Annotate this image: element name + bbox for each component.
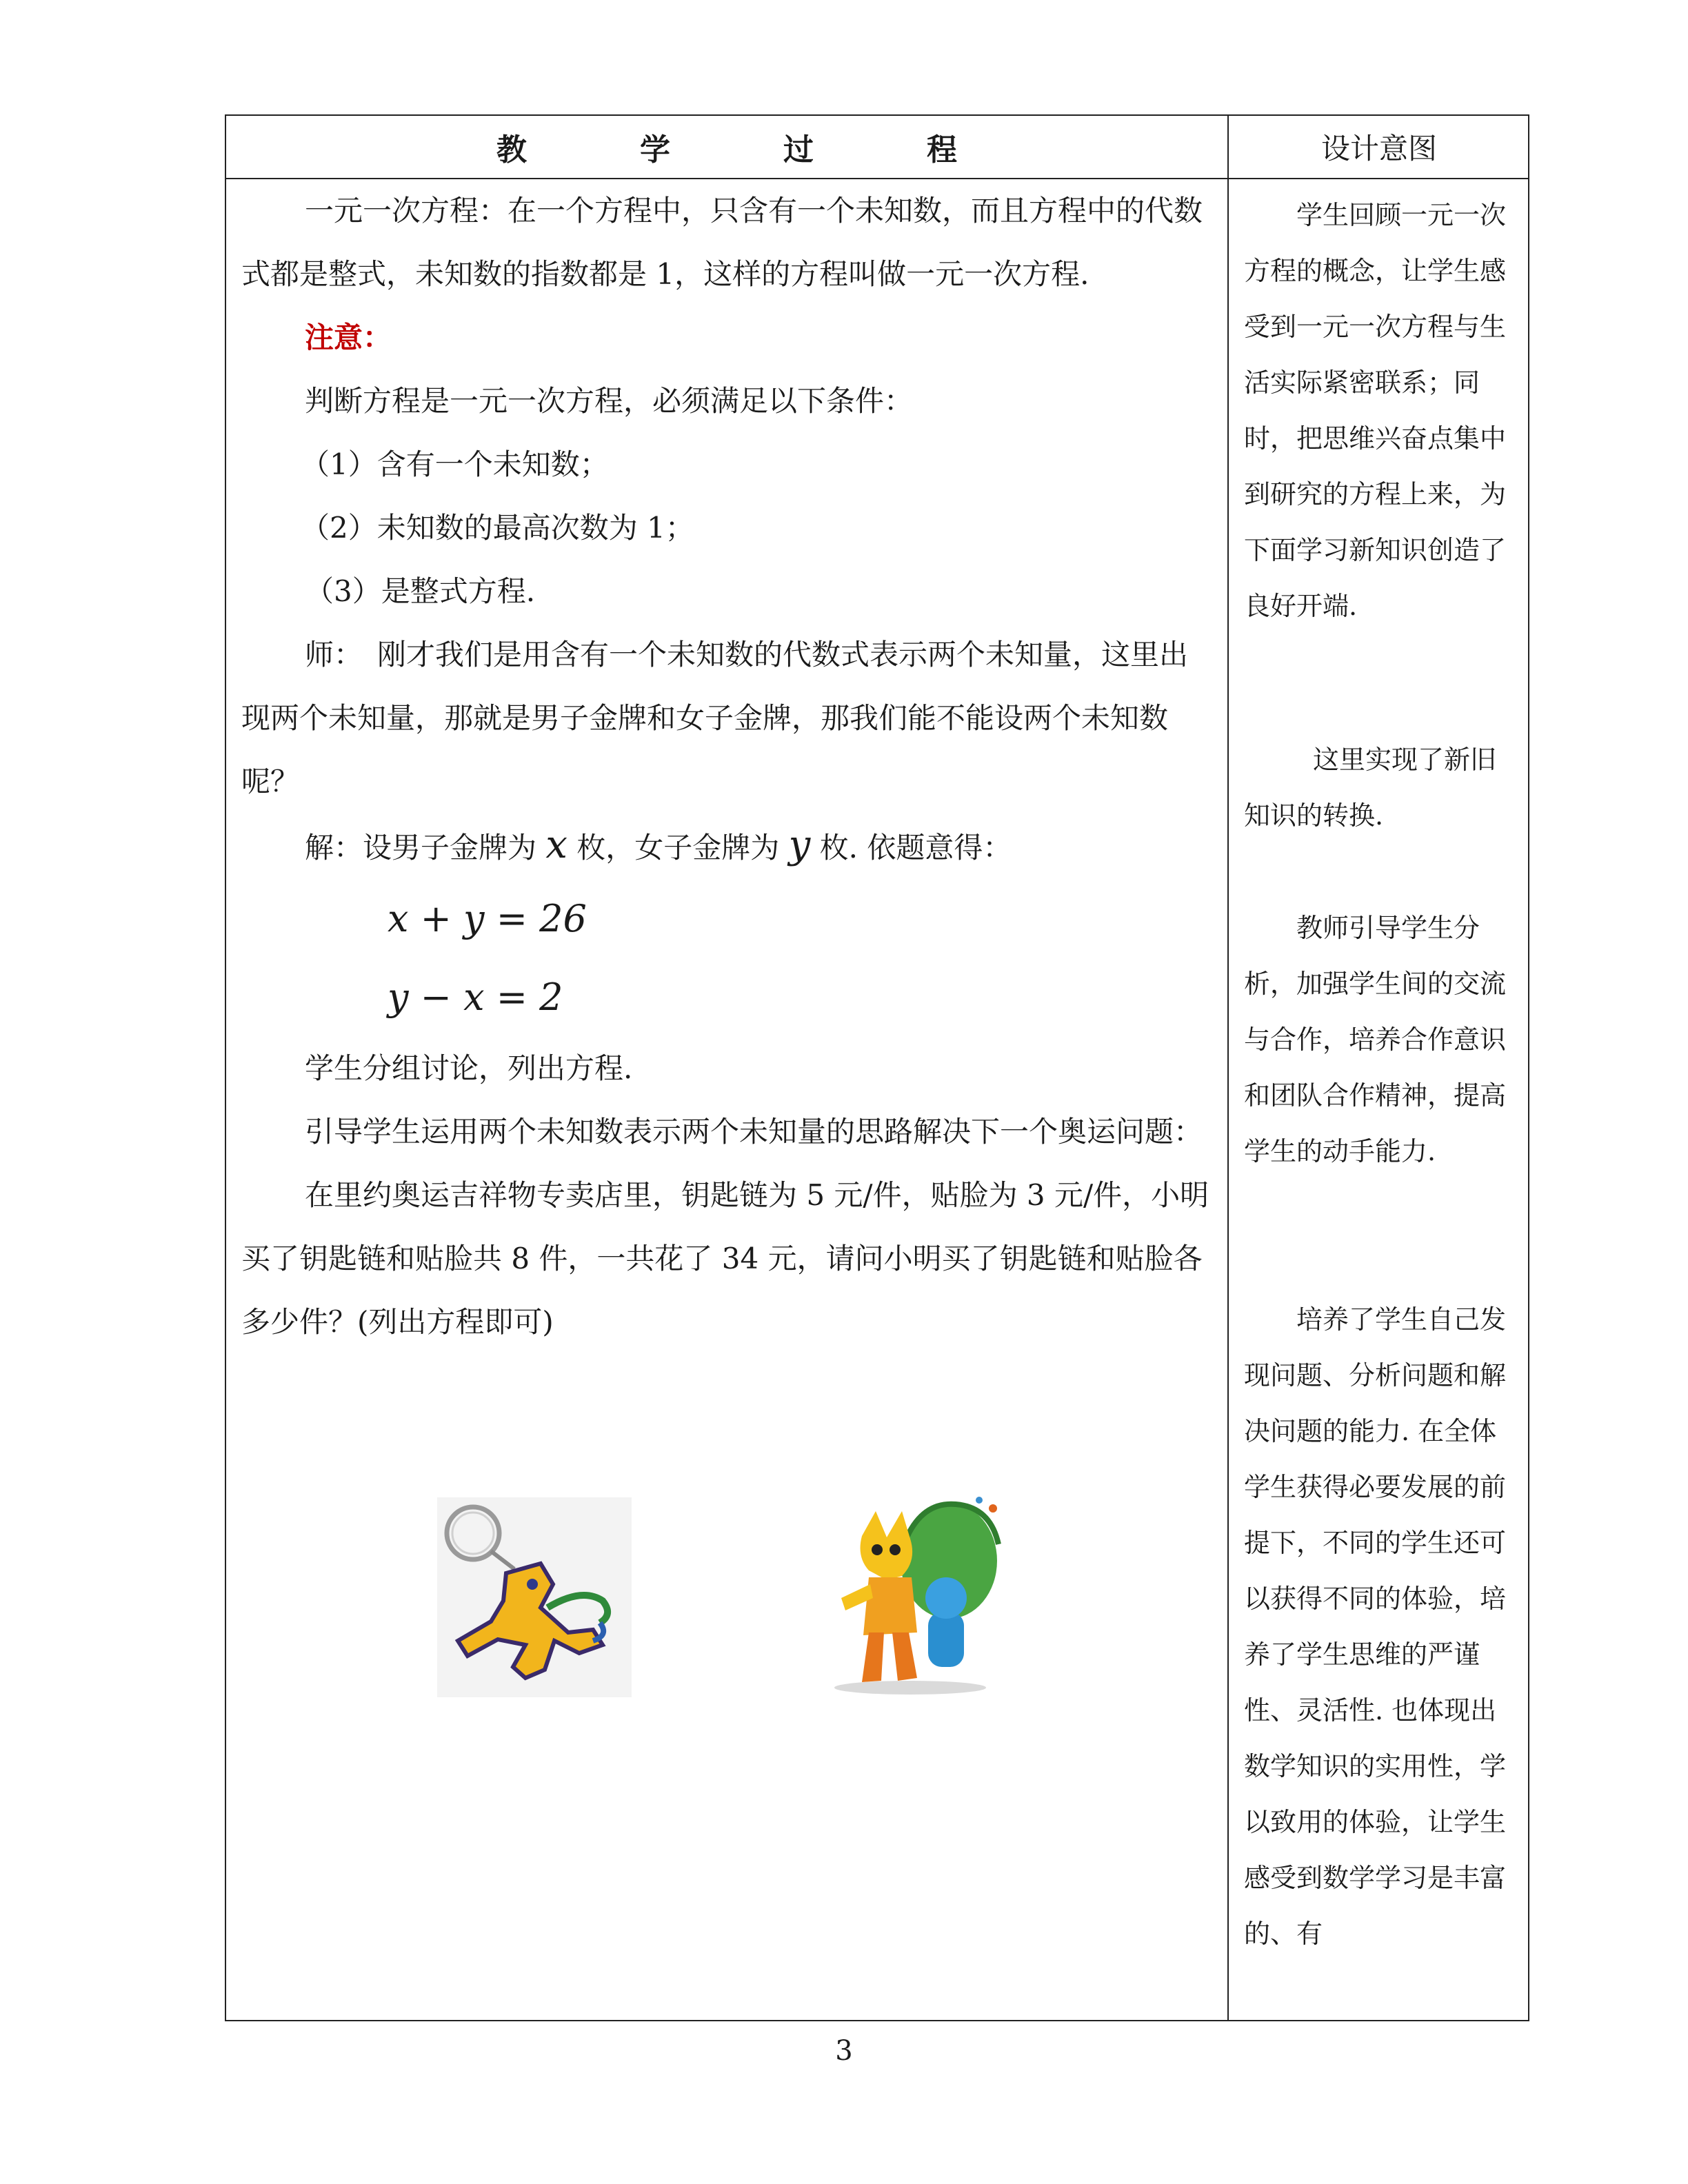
- page-number: 3: [835, 2035, 853, 2067]
- intent-note-3-text: 教师引导学生分析，加强学生间的交流与合作，培养合作意识和团队合作精神，提高学生的动手能力.: [1244, 913, 1507, 1166]
- header-design-intent: 设计意图: [1320, 132, 1437, 165]
- guide-paragraph: 引导学生运用两个未知数表示两个未知量的思路解决下一个奥运问题：: [305, 1115, 1203, 1149]
- variable-y: y: [788, 822, 811, 867]
- problem-paragraph: 在里约奥运吉祥物专卖店里，钥匙链为 5 元/件，贴脸为 3 元/件，小明买了钥匙链和贴脸共 8 件，一共花了 34 元，请问小明买了钥匙链和贴脸各多少件？(列出方程即可): [241, 1178, 1209, 1339]
- intent-note-4-text: 培养了学生自己发现问题、分析问题和解决问题的能力. 在全体学生获得必要发展的前提下，不同的学生还可以获得不同的体验，培养了学生思维的严谨性、灵活性. 也体现出数学知识的实用性，学以致用的体验，让学生感受到数学学习是丰富的、有: [1244, 1304, 1507, 1949]
- header-teaching-process: 教 学 过 程: [496, 132, 998, 168]
- condition-intro: 判断方程是一元一次方程，必须满足以下条件：: [305, 384, 914, 418]
- condition-3: （3）是整式方程.: [305, 574, 536, 608]
- intent-note-2: [1244, 732, 1514, 844]
- intent-note-1: [1244, 188, 1514, 634]
- solution-text-a: 解：设男子金牌为: [305, 831, 546, 865]
- condition-2: （2）未知数的最高次数为 1；: [301, 511, 694, 545]
- equation-2: y − x = 2: [388, 975, 563, 1019]
- discussion-line: 学生分组讨论，列出方程.: [305, 1051, 633, 1085]
- teacher-paragraph: 师： 刚才我们是用含有一个未知数的代数式表示两个未知量，这里出现两个未知量，那就是男子金牌和女子金牌，那我们能不能设两个未知数呢？: [241, 638, 1189, 798]
- variable-x: x: [545, 822, 567, 867]
- keychain-mascot-image: [437, 1497, 632, 1697]
- solution-line: [241, 813, 1215, 880]
- solution-text-c: 枚. 依题意得：: [810, 831, 1012, 865]
- definition-paragraph: 一元一次方程：在一个方程中，只含有一个未知数，而且方程中的代数式都是整式，未知数的指数都是 1，这样的方程叫做一元一次方程.: [241, 194, 1203, 291]
- olympic-mascots-image: [821, 1495, 1008, 1701]
- equation-1: x + y = 26: [388, 897, 587, 940]
- note-label: 注意：: [305, 321, 392, 354]
- teaching-content: [241, 179, 1215, 1354]
- solution-text-b: 枚，女子金牌为: [567, 831, 789, 865]
- intent-note-2-text: 这里实现了新旧知识的转换.: [1244, 745, 1497, 831]
- lesson-table: [225, 114, 1529, 2021]
- column-divider: [1227, 116, 1229, 2020]
- intent-note-1-text: 学生回顾一元一次方程的概念，让学生感受到一元一次方程与生活实际紧密联系；同时，把思维兴奋点集中到研究的方程上来，为下面学习新知识创造了良好开端.: [1244, 200, 1507, 621]
- intent-note-3: [1244, 900, 1514, 1180]
- condition-1: （1）含有一个未知数；: [301, 447, 609, 481]
- intent-note-4: [1244, 1292, 1514, 1962]
